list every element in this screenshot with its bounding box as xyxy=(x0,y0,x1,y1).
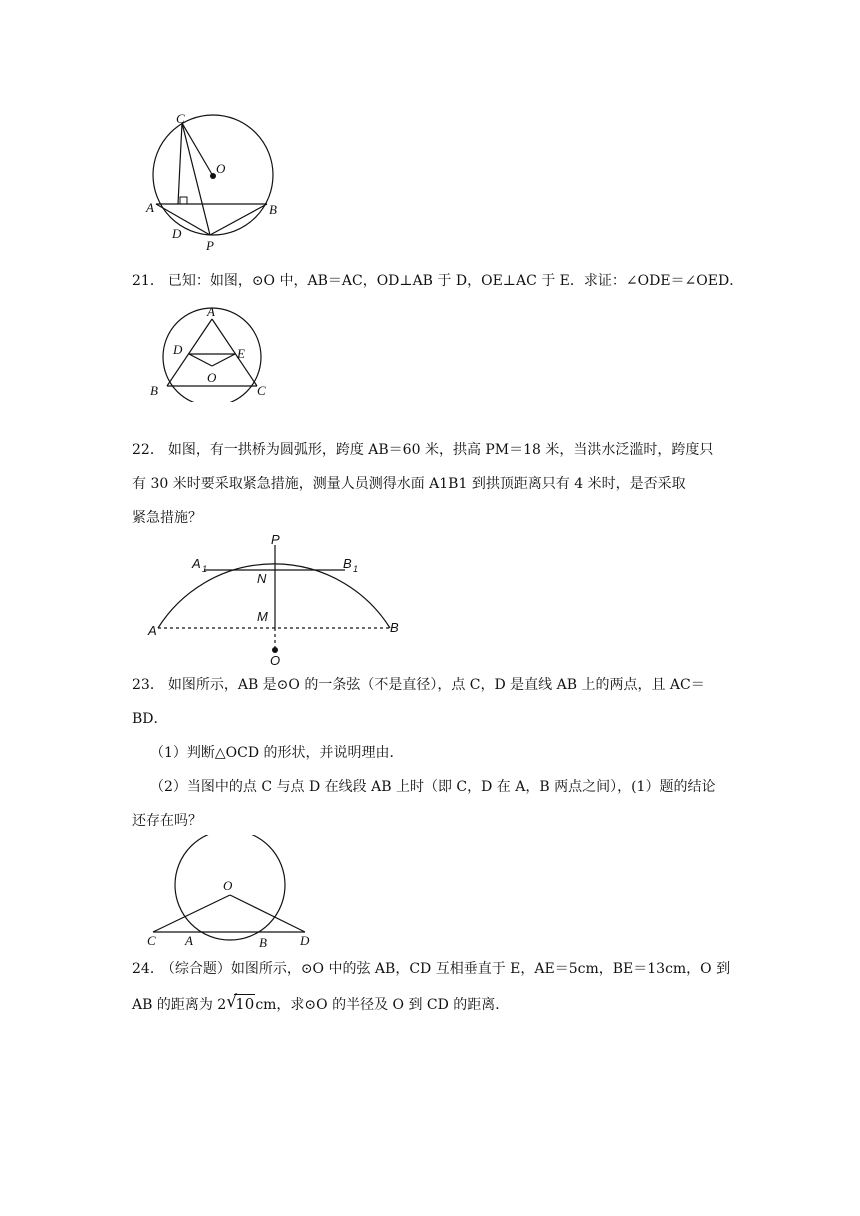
label-O: O xyxy=(270,653,281,668)
question-23-part-1: （1）判断△OCD 的形状，并说明理由． xyxy=(150,745,404,761)
sqrt-expression: √ 10 xyxy=(226,992,255,1013)
radicand: 10 xyxy=(235,995,255,1013)
figure-q23 xyxy=(145,835,320,950)
label-B: B xyxy=(390,620,399,635)
label-A: A xyxy=(146,200,154,215)
question-text: 如图所示，AB 是⊙O 的一条弦（不是直径），点 C，D 是直线 AB 上的两点，且 AC＝ xyxy=(167,677,705,693)
question-22-line-3: 紧急措施？ xyxy=(132,510,202,526)
label-C: C xyxy=(257,383,266,398)
question-23-part-2-line-1: （2）当图中的点 C 与点 D 在线段 AB 上时（即 C，D 在 A，B 两点之间），(1）题的结论 xyxy=(150,779,716,795)
label-D: D xyxy=(172,226,182,241)
label-C: C xyxy=(147,933,156,948)
label-A: A xyxy=(148,623,157,638)
label-P: P xyxy=(271,532,280,547)
label-N: N xyxy=(257,571,267,586)
label-B: B xyxy=(269,202,277,217)
label-C: C xyxy=(176,111,185,126)
label-A1: A xyxy=(192,556,201,571)
label-A: A xyxy=(185,933,193,948)
question-24-line-2 xyxy=(132,994,509,1015)
label-D: D xyxy=(173,342,183,357)
label-B: B xyxy=(150,383,158,398)
label-O: O xyxy=(207,370,217,385)
label-A: A xyxy=(207,304,215,319)
question-number: 22． xyxy=(132,442,164,458)
figure-q22 xyxy=(140,528,410,670)
label-M: M xyxy=(257,609,268,624)
label-B1-subscript: 1 xyxy=(353,564,359,574)
figure-q20 xyxy=(140,105,290,255)
text-segment: AB 的距离为 2 xyxy=(132,997,227,1013)
question-23-part-2-line-2: 还存在吗？ xyxy=(132,813,202,829)
label-O: O xyxy=(216,161,226,176)
label-B: B xyxy=(259,935,267,950)
question-text: （综合题）如图所示，⊙O 中的弦 AB，CD 互相垂直于 E，AE＝5cm，BE＝13cm，O 到 xyxy=(167,961,731,977)
question-21 xyxy=(132,271,743,291)
question-number: 21． xyxy=(132,273,164,289)
label-E: E xyxy=(237,346,245,361)
question-22-line-2: 有 30 米时要采取紧急措施，测量人员测得水面 A1B1 到拱顶距离只有 4 米时，是否采取 xyxy=(132,476,686,492)
question-23-line-1 xyxy=(132,675,705,695)
question-number: 23． xyxy=(132,677,164,693)
label-B1: B xyxy=(343,556,352,571)
question-number: 24． xyxy=(132,961,164,977)
question-text: 如图，有一拱桥为圆弧形，跨度 AB＝60 米，拱高 PM＝18 米，当洪水泛滥时，跨度只 xyxy=(167,442,714,458)
figure-q21 xyxy=(145,302,275,402)
label-O: O xyxy=(223,878,233,893)
text-segment: cm，求⊙O 的半径及 O 到 CD 的距离． xyxy=(255,997,510,1013)
question-24-line-1 xyxy=(132,959,730,979)
question-22-line-1 xyxy=(132,440,713,460)
label-D: D xyxy=(300,933,310,948)
question-23-line-2: BD． xyxy=(132,711,168,727)
label-P: P xyxy=(206,238,214,253)
label-A1-subscript: 1 xyxy=(202,564,208,574)
question-text: 已知：如图，⊙O 中，AB＝AC，OD⊥AB 于 D，OE⊥AC 于 E．求证：∠ODE＝∠OED． xyxy=(167,273,744,289)
